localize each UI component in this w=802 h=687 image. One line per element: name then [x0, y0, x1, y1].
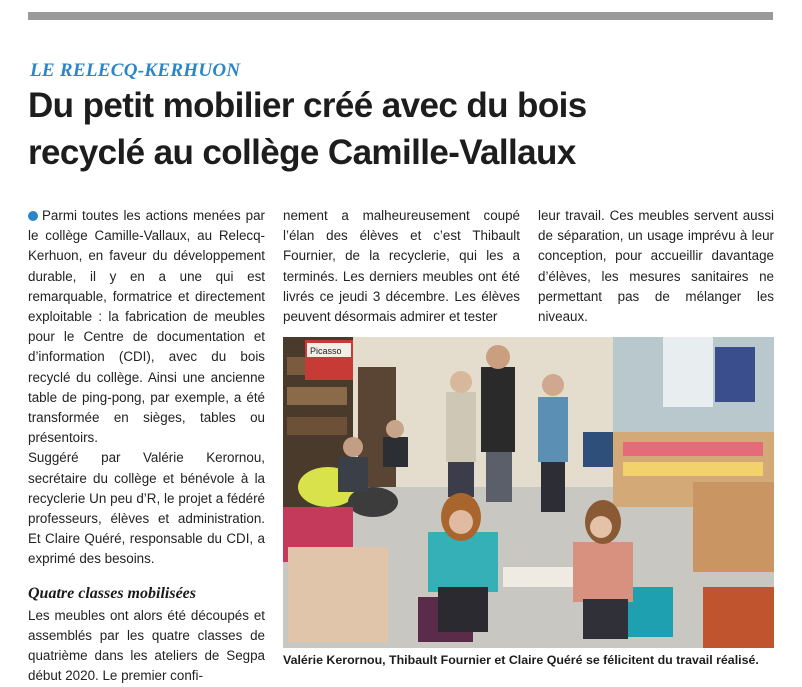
paragraph-3-part-1: Les meubles ont alors été découpés et assemblés par les quatre classes de quatrième dans les ateliers de Segpa début 2020. Le premier confi-	[28, 607, 265, 684]
paragraph-2: Suggéré par Valérie Kerornou, secrétaire du collège et bénévole à la recyclerie Un peu d’R, le projet a fédéré professeurs, élèves et administration. Et Claire Quéré, responsable du CDI, a exprimé des besoins.	[28, 450, 265, 567]
section-subhead: Quatre classes mobilisées	[28, 584, 196, 602]
article-kicker: LE RELECQ-KERHUON	[30, 60, 241, 81]
article-headline	[28, 82, 788, 176]
poster-label: Picasso	[310, 346, 342, 356]
bullet-dot-icon	[28, 211, 38, 221]
headline-line-1: Du petit mobilier créé avec du bois	[28, 86, 587, 125]
top-rule	[28, 12, 773, 20]
paragraph-3-part-2: nement a malheureusement coupé l’élan des élèves et c’est Thibault Fournier, de la recyclerie, qui les a terminés. Les derniers meubles ont été livrés ce jeudi 3 décembre. Les élèves peuvent désormais admirer et tester	[283, 208, 520, 325]
article-photo	[283, 337, 774, 648]
article-column-2	[283, 206, 520, 327]
article-column-3	[538, 206, 774, 327]
headline-line-2: recyclé au collège Camille-Vallaux	[28, 133, 576, 172]
article-column-1	[28, 206, 265, 687]
paragraph-3-part-3: leur travail. Ces meubles servent aussi de séparation, un usage imprévu à leur conception, pour accueillir davantage d’élèves, les mesures sanitaires ne permettant pas de mélanger les niveaux.	[538, 208, 774, 325]
paragraph-1: Parmi toutes les actions menées par le collège Camille-Vallaux, au Relecq-Kerhuon, en faveur du développement durable, il y en a une qui est remarquable, formatrice et directement exploitable : la fabrication de meubles pour le Centre de documentation et d’information (CDI), avec du bois recyclé du collège. Ainsi une ancienne table de ping-pong, par exemple, a été transformée en sièges, tables ou présentoirs.	[28, 208, 265, 446]
photo-caption: Valérie Kerornou, Thibault Fournier et Claire Quéré se félicitent du travail réalisé.	[283, 653, 759, 667]
cdi-room-photo	[283, 337, 774, 648]
